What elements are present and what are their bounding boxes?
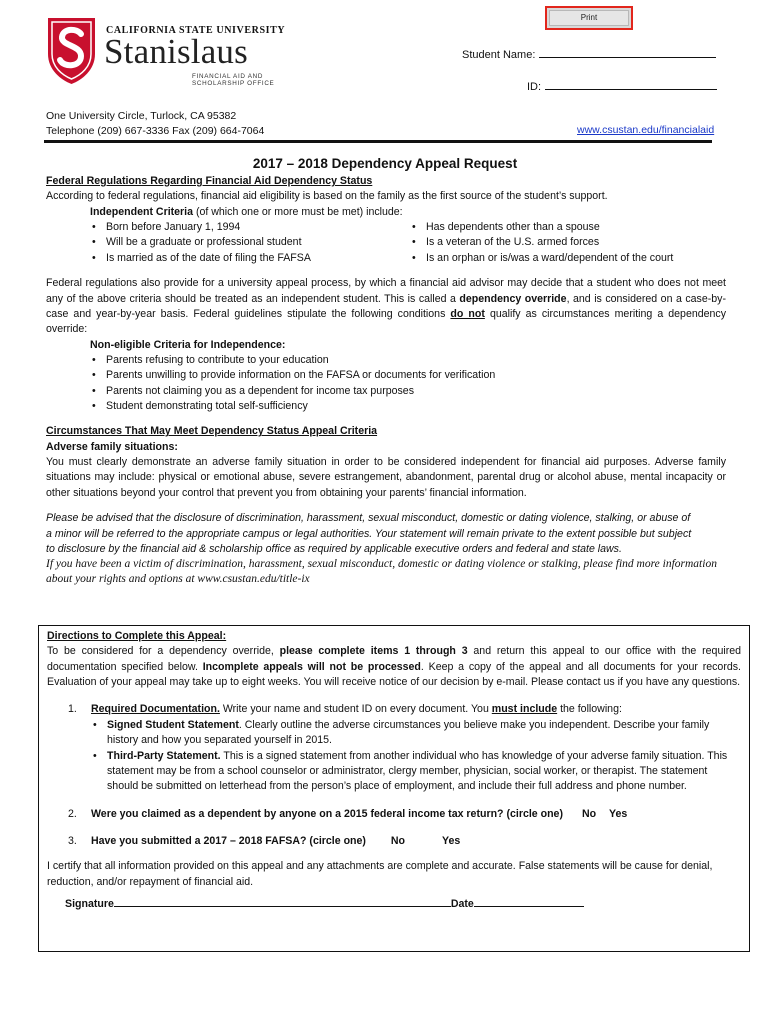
directions-heading: Directions to Complete this Appeal:	[47, 630, 227, 642]
third-party-statement-text: This is a signed statement from another individual who has knowledge of your adverse family situation. This statement may be from a school counselor or administrator, clergy member, physician, social worker, or therapist. The statement should be submitted on letterhead from the person’s place of employment, and include their full address and phone number.	[107, 749, 728, 793]
student-id-field[interactable]	[527, 79, 717, 96]
noneligible-list	[90, 353, 726, 414]
student-name-field[interactable]	[462, 47, 716, 64]
independent-criteria-list	[46, 220, 726, 266]
list-item: • Is married as of the date of filing the FAFSA	[90, 251, 410, 266]
page-title: 2017 – 2018 Dependency Appeal Request	[252, 156, 518, 171]
noneligible-section	[46, 338, 726, 415]
directions-text-a: To be considered for a dependency override,	[47, 645, 280, 658]
certification-statement: I certify that all information provided on this appeal and any attachments are complete and accurate. False statements will be cause for denial, reduction, and/or repayment of financial aid.	[47, 860, 713, 888]
date-input-line[interactable]	[474, 896, 584, 907]
appeal-process-paragraph	[46, 276, 726, 337]
directions-paragraph	[47, 644, 741, 690]
circumstances-heading: Circumstances That May Meet Dependency Status Appeal Criteria	[46, 425, 378, 438]
required-documentation-line	[91, 702, 741, 717]
fafsa-no-option[interactable]: No	[390, 834, 406, 847]
incomplete-appeals-emphasis: Incomplete appeals will not be processed	[202, 660, 421, 673]
print-button-face[interactable]	[549, 10, 629, 26]
fafsa-yes-option[interactable]: Yes	[441, 834, 461, 847]
list-item: • Parents unwilling to provide information on the FAFSA or documents for verification	[90, 368, 726, 383]
required-documentation-title: Required Documentation.	[91, 703, 220, 716]
logo-office-line1: FINANCIAL AID AND	[192, 73, 264, 80]
signature-label: Signature	[65, 898, 114, 911]
adverse-family-paragraph: You must clearly demonstrate an adverse family situation in order to be considered independent for financial aid purposes. Adverse family situations may include: physical or emotional abuse, severe estrangement, abandonment, parental drug or alcohol abuse, mental incapacity or other situations beyond your control that prevent you from obtaining your parents’ financial information.	[46, 456, 726, 499]
third-party-statement-label: Third-Party Statement.	[107, 749, 221, 762]
federal-regulations-heading: Federal Regulations Regarding Financial Aid Dependency Status	[46, 175, 373, 187]
list-item: • Student demonstrating total self-sufficiency	[90, 399, 726, 414]
list-item: • Parents not claiming you as a dependent for income tax purposes	[90, 384, 726, 399]
list-item: • Has dependents other than a spouse	[410, 220, 726, 235]
independent-criteria-label: Independent Criteria	[90, 205, 194, 218]
logo-office-line2: SCHOLARSHIP OFFICE	[192, 80, 275, 88]
item-required-documentation	[47, 702, 741, 794]
criteria-right-column	[410, 220, 726, 266]
do-not-emphasis: do not	[450, 307, 485, 320]
list-item: • Will be a graduate or professional student	[90, 235, 410, 250]
student-name-label: Student Name:	[462, 49, 536, 61]
independent-criteria-line	[46, 205, 726, 220]
university-logo	[44, 14, 286, 92]
logo-campus-name: Stanislaus	[104, 32, 248, 71]
required-documentation-text-b: the following:	[557, 703, 622, 716]
item-number: 1.	[68, 703, 77, 716]
list-item: • Is a veteran of the U.S. armed forces	[410, 235, 726, 250]
fafsa-question: Have you submitted a 2017 – 2018 FAFSA? (circle one)	[91, 834, 366, 847]
adverse-family-heading: Adverse family situations:	[46, 440, 178, 453]
print-button-label: Print	[580, 13, 598, 23]
appeal-text-1: Federal regulations also provide for a university appeal process, by which a financial aid advisor may decide that a student who does not meet any of the above criteria should be treated as an independent student. This is called a	[46, 277, 726, 305]
signature-date-line	[47, 896, 741, 912]
signed-student-statement-text: . Clearly outline the adverse circumstances you believe make you independent. Describe your family history and how you separated yourself in 2015.	[107, 718, 710, 747]
header-divider	[44, 140, 712, 143]
complete-items-emphasis: please complete items 1 through 3	[279, 645, 468, 658]
office-address	[46, 109, 264, 139]
required-documentation-text-a: Write your name and student ID on every document. You	[219, 703, 492, 716]
item-fafsa-question	[47, 834, 741, 849]
tax-dependent-no-option[interactable]: No	[581, 807, 597, 820]
list-item: • Is an orphan or is/was a ward/dependent of the court	[410, 251, 726, 266]
address-line: One University Circle, Turlock, CA 95382	[46, 110, 237, 122]
main-content	[46, 174, 726, 587]
appeal-text-2: , and is considered on a case-by-case and year-by-year basis. Federal guidelines stipulate the following conditions	[46, 292, 726, 320]
financial-aid-website-link[interactable]: www.csustan.edu/financialaid	[577, 124, 715, 136]
item-tax-dependent-question	[47, 807, 741, 822]
list-item: • Born before January 1, 1994	[90, 220, 410, 235]
list-item	[91, 718, 741, 749]
date-label: Date	[450, 898, 474, 911]
tax-dependent-yes-option[interactable]: Yes	[609, 807, 628, 820]
criteria-left-column	[90, 220, 410, 266]
directions-text-e: . Keep a copy of the appeal and all documents for your records. Evaluation of your appeal may take up to eight weeks. You will receive notice of our decision by e-mail. Please contact us if you have any questions.	[47, 660, 741, 689]
directions-box	[38, 625, 750, 952]
documentation-list	[91, 718, 741, 795]
appeal-text-3: qualify as circumstances meriting a dependency override:	[46, 307, 726, 336]
list-item	[91, 749, 741, 795]
title-ix-notice: If you have been a victim of discrimination, harassment, sexual misconduct, domestic or dating violence or stalking, please find more information about your rights and options at www.csustan.edu/title-ix	[46, 558, 717, 586]
dependency-override-term: dependency override	[459, 292, 567, 305]
signed-student-statement-label: Signed Student Statement	[107, 718, 239, 731]
signature-input-line[interactable]	[114, 896, 451, 907]
phone-fax-line: Telephone (209) 667-3336 Fax (209) 664-7064	[46, 124, 265, 137]
logo-university-system: CALIFORNIA STATE UNIVERSITY	[106, 25, 286, 36]
student-id-label: ID:	[527, 81, 542, 93]
federal-regulations-intro: According to federal regulations, financial aid eligibility is based on the family as the first source of the student’s support.	[46, 190, 608, 203]
tax-dependent-question: Were you claimed as a dependent by anyone on a 2015 federal income tax return? (circle one)	[91, 807, 563, 820]
stanislaus-shield-icon	[44, 14, 99, 86]
list-item: • Parents refusing to contribute to your education	[90, 353, 726, 368]
noneligible-heading: Non-eligible Criteria for Independence:	[90, 338, 286, 351]
disclosure-advisory: Please be advised that the disclosure of discrimination, harassment, sexual misconduct, domestic or dating violence, stalking, or abuse of a minor will be referred to the appropriate campus or legal authorities. Your statement will remain private to the extent possible but subject to disclosure by the financial aid & scholarship office as required by applicable executive orders and federal and state laws.	[46, 512, 692, 555]
student-name-input-line[interactable]	[539, 47, 716, 58]
directions-text-c: and return this appeal to our office with the required documentation specified below.	[47, 645, 741, 673]
independent-criteria-text: (of which one or more must be met) include:	[193, 205, 403, 218]
item-number: 3.	[68, 834, 77, 847]
item-number: 2.	[68, 807, 77, 820]
print-button[interactable]	[545, 6, 633, 30]
student-id-input-line[interactable]	[545, 79, 717, 90]
must-include-emphasis: must include	[491, 703, 558, 716]
logo-office-name	[192, 73, 274, 87]
